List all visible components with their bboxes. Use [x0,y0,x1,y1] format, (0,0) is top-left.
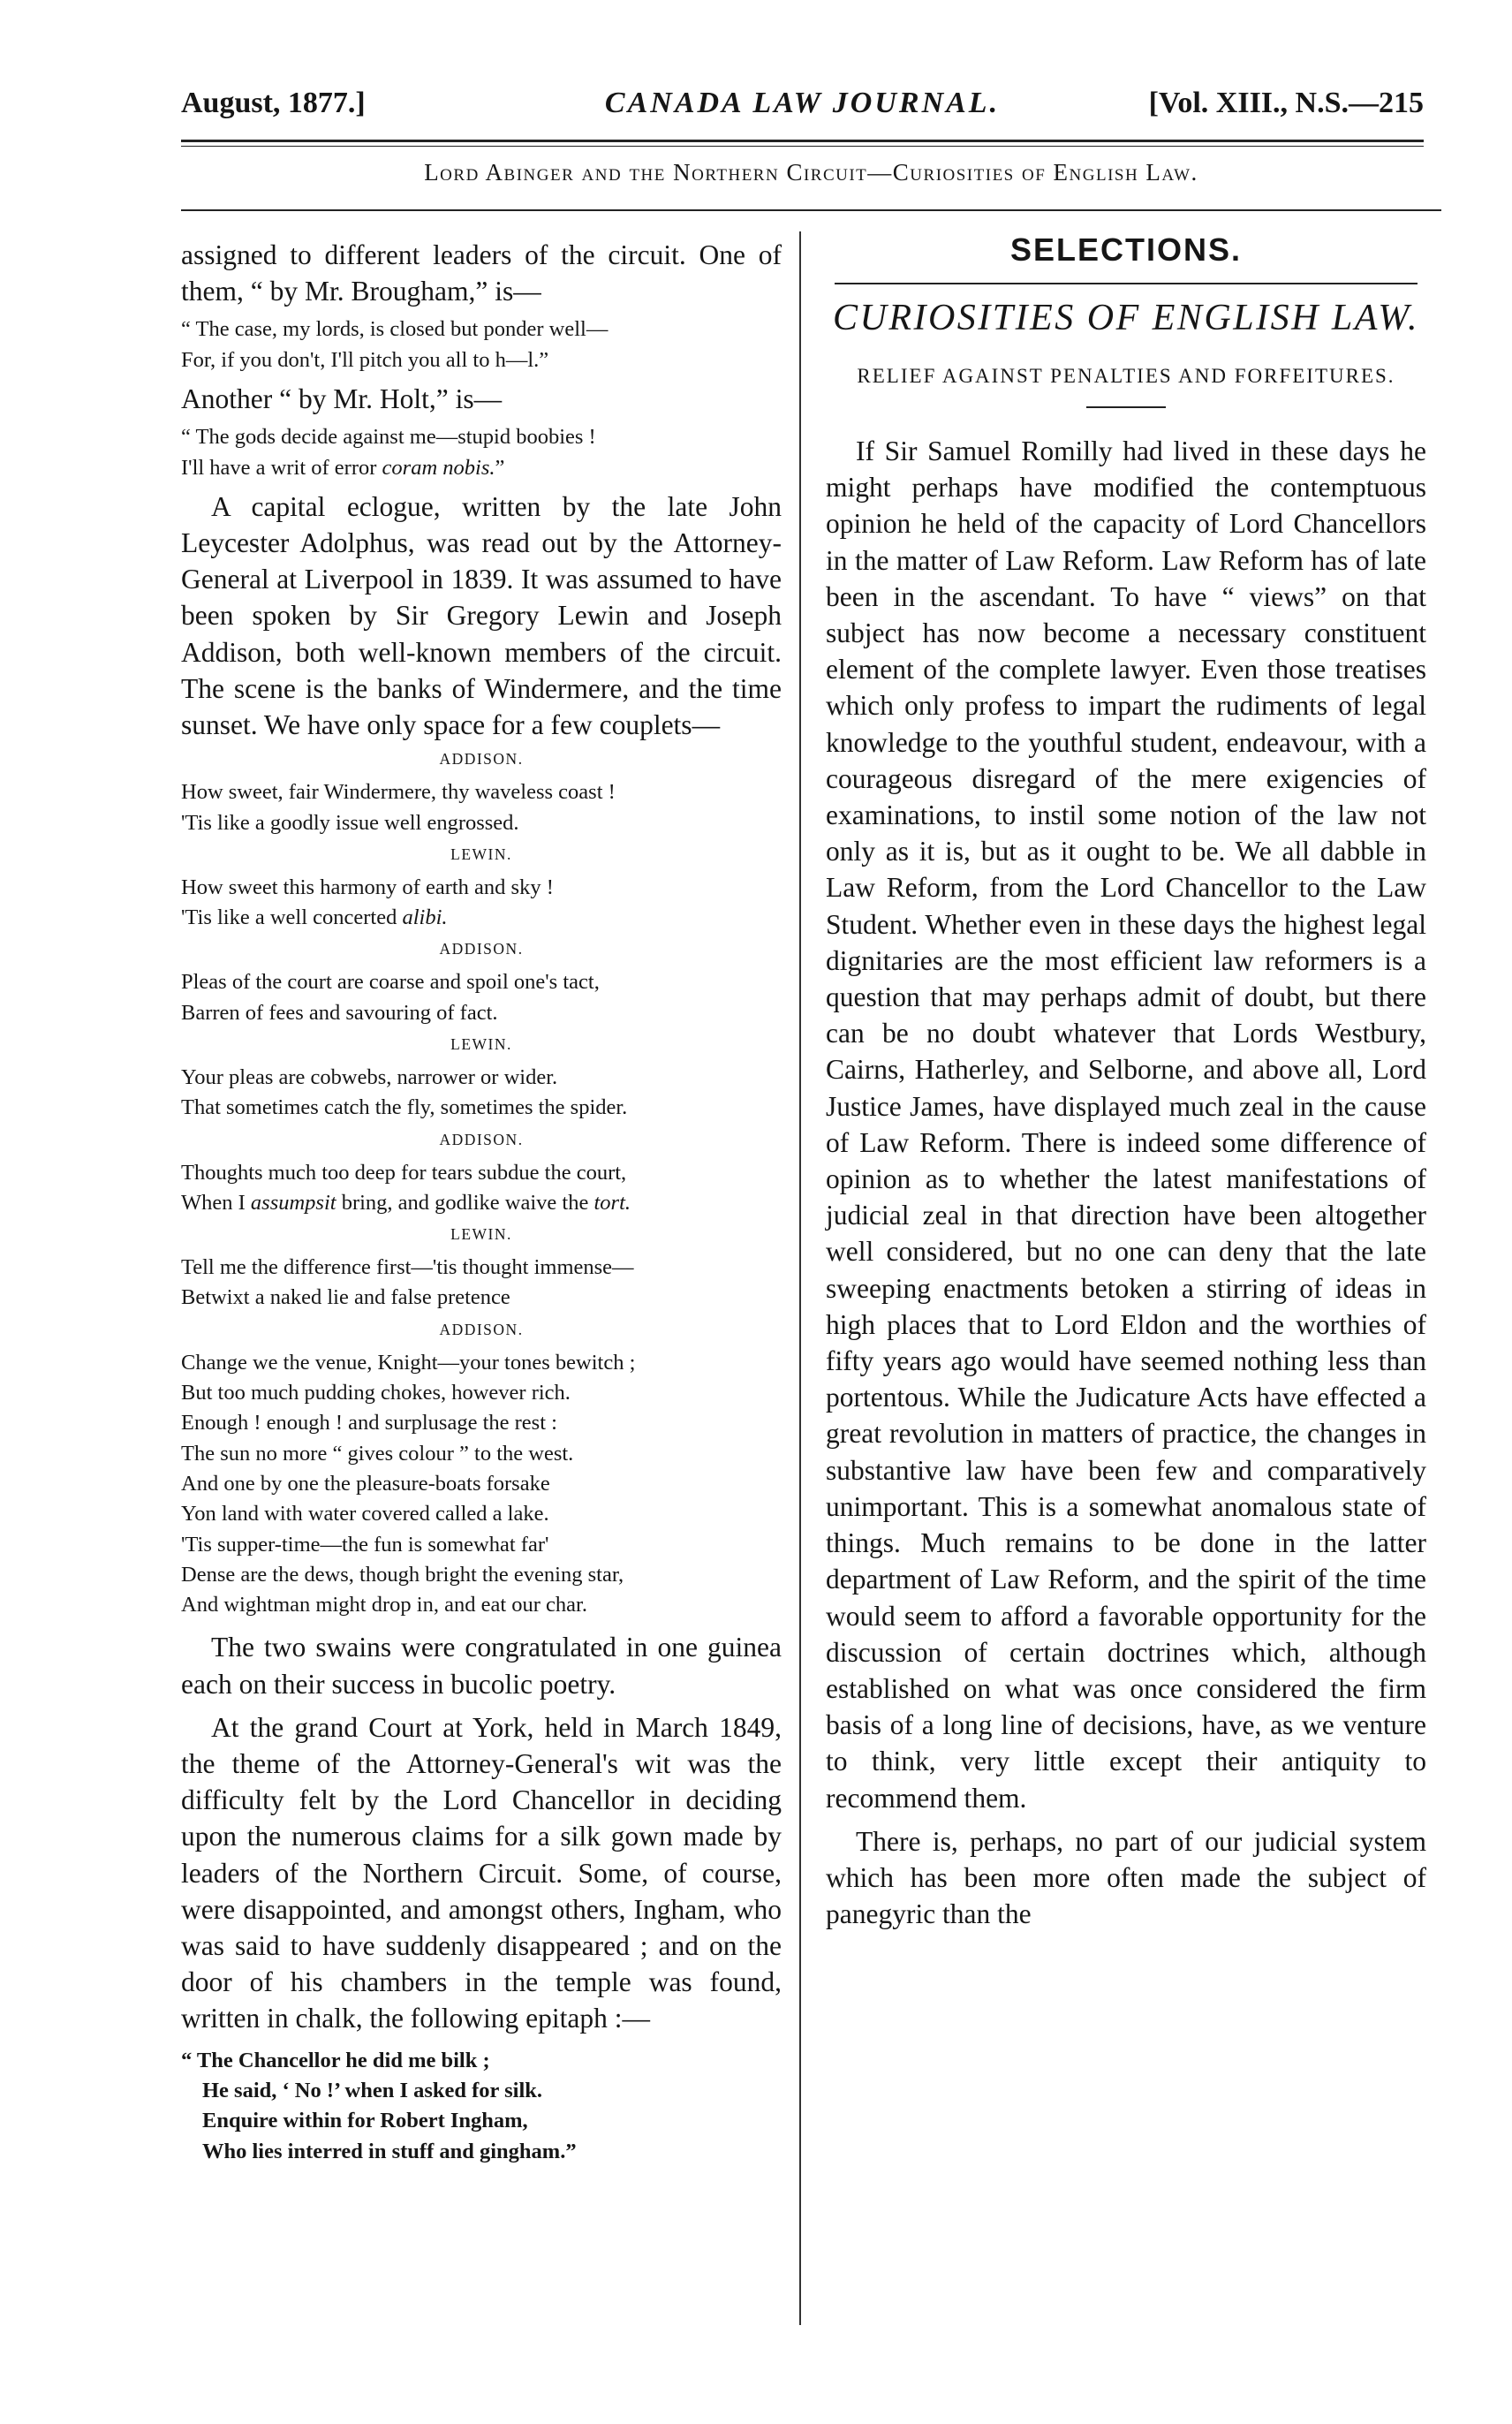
verse-line: “ The case, my lords, is closed but ponder well— [181,317,609,342]
verse-line: How sweet this harmony of earth and sky ! [181,875,554,899]
couplet [181,967,782,1028]
verse-line: Betwixt a naked lie and false pretence [181,1285,510,1310]
verse-brougham [181,314,782,375]
verse-line: 'Tis like a well concerted alibi. [181,905,448,930]
verse-line: But too much pudding chokes, however rich. [181,1381,571,1405]
verse-line: Yon land with water covered called a lake. [181,1502,549,1526]
paragraph-eclogue: A capital eclogue, written by the late John Leycester Adolphus, was read out by the Attorney-General at Liverpool in 1839. It was assumed to have been spoken by Sir Gregory Lewin and Joseph Addison, both well-known members of the circuit. The scene is the banks of Windermere, and the time sunset. We have only space for a few couplets— [181,490,782,741]
verse-line: 'Tis supper-time—the fun is somewhat far' [181,1532,549,1557]
verse-line: “ The gods decide against me—stupid boobies ! [181,425,596,450]
right-column [826,228,1426,1932]
verse-line: For, if you don't, I'll pitch you all to h—l.” [181,347,549,372]
header-rule-top [181,140,1424,142]
couplet [181,1063,782,1124]
article-title: CURIOSITIES OF ENGLISH LAW. [832,298,1420,338]
header-volume: [Vol. XIII., N.S.—215 [1148,87,1424,119]
column-divider [799,231,801,2325]
verse-line: That sometimes catch the fly, sometimes the spider. [181,1095,628,1120]
epitaph [181,2046,782,2167]
subheader-rule [181,209,1441,211]
verse-line: Change we the venue, Knight—your tones bewitch ; [181,1350,636,1375]
paragraph-swains: The two swains were congratulated in one guinea each on their success in bucolic poetry. [181,1632,782,1700]
section-subheader: Lord Abinger and the Northern Circuit—Curiosities of English Law. [424,159,1198,186]
couplet [181,873,782,934]
couplet [181,777,782,838]
speaker-addison: ADDISON. [439,1320,524,1338]
speaker-addison: ADDISON. [439,940,524,958]
paragraph-romilly: If Sir Samuel Romilly had lived in these days he might perhaps have modified the contemptuous opinion he held of the capacity of Lord Chancellors in the matter of Law Reform. Law Reform has of late been in the ascendant. To have “ views” on that subject has now become a necessary constituent element of the complete lawyer. Even those treatises which only profess to impart the rudiments of legal knowledge to the youthful student, endeavour, with a courageous disregard of the mere exigencies of examinations, to instil some notion of the law not only as it is, but as it ought to be. We all dabble in Law Reform, from the Lord Chancellor to the Law Student. Whether even in these days the highest legal dignitaries are the most efficient law reformers is a question that may perhaps admit of doubt, but there can be no doubt whatever that Lords Westbury, Cairns, Hatherley, and Selborne, and above all, Lord Justice James, have displayed much zeal in the cause of Law Reform. There is indeed some difference of opinion as to whether the latest manifestations of judicial zeal in that direction have been altogether well considered, but no one can deny that the late sweeping enactments betoken a stirring of ideas in high places that to Lord Eldon and the worthies of fifty years ago would have seemed nothing less than portentous. While the Judicature Acts have effected a great revolution in matters of practice, the changes in substantive law have been few and comparatively unimportant. This is a somewhat anomalous state of things. Much remains to be done in the latter department of Law Reform, and the spirit of the time would seem to afford a favorable opportunity for the discussion of certain doctrines which, although established on what was once considered the firm basis of a long line of decisions, have, as we venture to think, very little except their antiquity to recommend them. [826,436,1426,1814]
stanza-final [181,1348,782,1621]
verse-line: Your pleas are cobwebs, narrower or wider. [181,1065,558,1089]
verse-line: Dense are the dews, though bright the evening star, [181,1562,624,1587]
speaker-lewin: LEWIN. [450,1225,512,1244]
paragraph-brougham: assigned to different leaders of the circuit. One of them, “ by Mr. Brougham,” is— [181,239,782,307]
verse-line: The sun no more “ gives colour ” to the west. [181,1441,574,1466]
header-rule-bottom [181,146,1424,147]
verse-line: Pleas of the court are coarse and spoil one's tact, [181,970,600,995]
verse-line: And wightman might drop in, and eat our char. [181,1593,587,1617]
paragraph-judicial-system: There is, perhaps, no part of our judicial system which has been more often made the subject of panegyric than the [826,1825,1426,1930]
verse-line: Who lies interred in stuff and gingham.” [202,2139,577,2163]
verse-line: Barren of fees and savouring of fact. [181,1000,498,1025]
couplet [181,1253,782,1314]
subtitle-rule [1086,406,1166,408]
running-header [181,87,1424,131]
verse-line: “ The Chancellor he did me bilk ; [181,2048,490,2072]
verse-line: How sweet, fair Windermere, thy waveless coast ! [181,780,616,805]
verse-line: Thoughts much too deep for tears subdue the court, [181,1160,627,1185]
couplet [181,1158,782,1219]
verse-holt [181,422,782,483]
verse-line: 'Tis like a goodly issue well engrossed. [181,810,519,835]
left-column [181,237,782,2172]
verse-line: Tell me the difference first—'tis thought immense— [181,1255,634,1280]
verse-line: Enough ! enough ! and surplusage the rest : [181,1411,557,1435]
verse-line: And one by one the pleasure-boats forsake [181,1471,550,1496]
speaker-addison: ADDISON. [439,750,524,769]
speaker-lewin: LEWIN. [450,845,512,863]
verse-line: I'll have a writ of error coram nobis.” [181,455,505,480]
heading-rule [835,283,1418,284]
paragraph-york: At the grand Court at York, held in March 1849, the theme of the Attorney-General's wit was the difficulty felt by the Lord Chancellor in deciding upon the numerous claims for a silk gown made by leaders of the Northern Circuit. Some, of course, were disappointed, and amongst others, Ingham, who was said to have suddenly disappeared ; and on the door of his chambers in the temple was found, written in chalk, the following epitaph :— [181,1711,782,2034]
speaker-addison: ADDISON. [439,1130,524,1148]
verse-line: When I assumpsit bring, and godlike waive the tort. [181,1190,631,1215]
section-heading-selections: SELECTIONS. [1009,231,1243,268]
article-subtitle: RELIEF AGAINST PENALTIES AND FORFEITURES. [857,365,1395,387]
verse-line: He said, ‘ No !’ when I asked for silk. [202,2078,543,2102]
header-date: August, 1877.] [181,87,366,119]
paragraph-holt: Another “ by Mr. Holt,” is— [181,383,503,414]
header-journal-title: CANADA LAW JOURNAL. [604,87,1001,119]
speaker-lewin: LEWIN. [450,1035,512,1053]
verse-line: Enquire within for Robert Ingham, [202,2109,528,2133]
